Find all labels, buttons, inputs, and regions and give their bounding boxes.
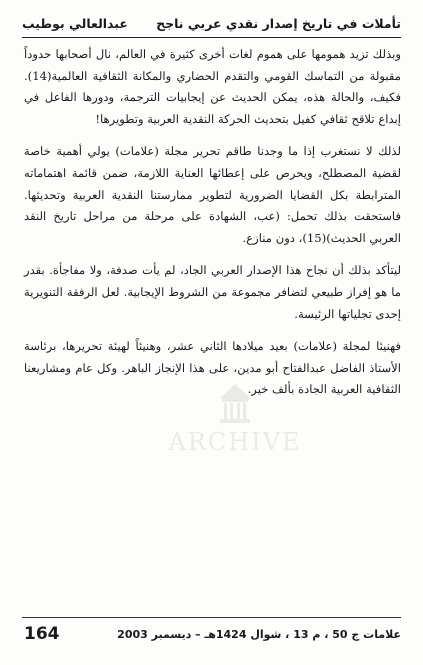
watermark-text: ARCHIVE xyxy=(168,428,302,456)
page-number: 164 xyxy=(24,624,60,644)
archive-watermark-icon xyxy=(150,380,320,470)
paragraph-4: فهنيئا لمجلة (علامات) بعيد ميلادها الثاني عشر، وهنيئاً لهيئة تحريرها، برئاسة الأستاذ الفاضل عبدالفتاح أبو مدين، على هذا الإنجاز الباهر. وكل عام ومشاريعنا الثقافية العربية الجادة بألف خير. xyxy=(24,339,401,397)
article-title: تأملات في تاريخ إصدار نقدي عربي ناجح xyxy=(156,15,401,31)
paragraph-1: وبذلك تزيد همومها على هموم لغات أخرى كثيرة في العالم، نال أصحابها حدوداً مقبولة من التماسك القومي والتقدم الحضاري والمكانة الثقافية العالمية(14). فكيف، والحالة هذه، يمكن الحديث عن إيجابيات الترجمة، ودورها الفاعل في إبداع تلاقح ثقافي كفيل بتحديث الحركة النقدية العربية وتطويرها! xyxy=(24,47,401,126)
paragraph-3: ليتأكد بذلك أن نجاح هذا الإصدار العربي الجاد، لم يأت صدفة، ولا مفاجأة. بقدر ما هو إفراز طبيعي لتضافر مجموعة من الشروط الإيجابية. لعل الرفقة التنويرية إحدى تجلياتها الرئيسة. xyxy=(24,263,401,321)
article-body xyxy=(24,44,401,410)
article-author: عبدالعالي بوطيب xyxy=(22,15,128,31)
footer-divider xyxy=(22,617,401,618)
running-header xyxy=(22,12,401,34)
page-footer xyxy=(24,623,401,645)
paragraph-2: لذلك لا نستغرب إذا ما وجدنا طاقم تحرير مجلة (علامات) يولي أهمية خاصة لقضية المصطلح، ويحرص على إعطائها العناية اللازمة، ضمن قائمة اهتماماته المترابطة بكل القضايا الضرورية لتطوير ممارستنا النقدية العربية وتحديثها. فاستحقت بذلك تحمل: (عب، الشهادة على مرحلة من مراحل تاريخ النقد العربي الحديث)(15)، دون منازع. xyxy=(24,144,401,245)
header-divider xyxy=(22,37,401,38)
issue-info: علامات ج 50 ، م 13 ، شوال 1424هـ – ديسمبر 2003 xyxy=(117,627,401,641)
